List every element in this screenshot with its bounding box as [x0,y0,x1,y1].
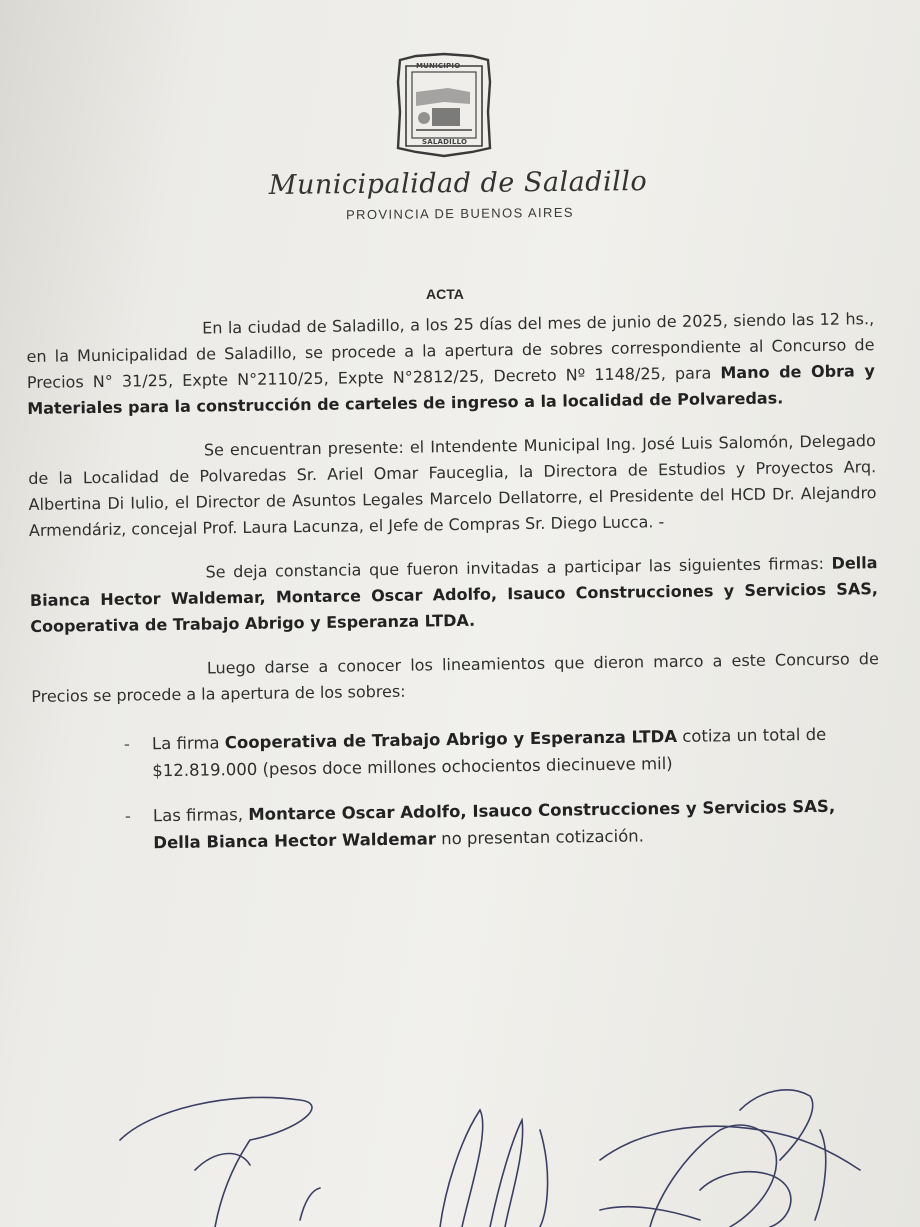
seal-top-text: MUNICIPIO [416,62,461,70]
bullet-suffix: cotiza un total de $12.819.000 (pesos doce millones ochocientos diecinueve mil) [152,724,827,781]
list-item [32,720,881,786]
contract-object: Mano de Obra y Materiales para la construcción de carteles de ingreso a la localidad de Polvaredas. [27,361,875,418]
list-item [33,792,882,858]
document-body [26,306,882,876]
paragraph-opening-text: En la ciudad de Saladillo, a los 25 días del mes de junio de 2025, siendo las 12 hs., en la Municipalidad de Saladillo, se procede a la apertura de sobres correspondiente al Concurso de Precios N° 31/25, Expte N°2110/25, Expte N°2812/25, Decreto Nº 1148/25, para [26,309,875,392]
bullet-suffix: no presentan cotización. [435,826,645,849]
bullet-prefix: La firma [151,733,225,754]
paragraph-invited-text: Se deja constancia que fueron invitadas a participar las siguientes firmas: [205,553,832,582]
invited-firms: Della Bianca Hector Waldemar, Montarce Oscar Adolfo, Isauco Construcciones y Servicios SAS, Cooperativa de Trabajo Abrigo y Esperanza LTDA. [29,553,878,636]
bullet-dash: - [124,806,132,826]
paragraph-opening [26,306,875,422]
municipality-name: Municipalidad de Saladillo [268,166,648,201]
document-title: ACTA [426,286,464,302]
bullet-firm: Montarce Oscar Adolfo, Isauco Construcciones y Servicios SAS, Della Bianca Hector Waldemar [153,796,836,853]
province-name: PROVINCIA DE BUENOS AIRES [345,204,575,223]
handwritten-signatures-icon [0,1070,920,1227]
paragraph-attendees-text: Se encuentran presente: el Intendente Municipal Ing. José Luis Salomón, Delegado de la Localidad de Polvaredas Sr. Ariel Omar Fauceglia, la Directora de Estudios y Proyectos Arq. Albertina Di Iulio, el Director de Asuntos Legales Marcelo Dellatorre, el Presidente del HCD Dr. Alejandro Armendáriz, concejal Prof. Laura Lacunza, el Jefe de Compras Sr. Diego Lucca. - [28,431,877,540]
signatures-area [0,1070,920,1227]
results-list [32,720,882,858]
seal-bottom-text: SALADILLO [422,138,468,146]
bullet-firm: Cooperativa de Trabajo Abrigo y Esperanza LTDA [224,726,678,753]
paragraph-attendees [28,428,877,544]
bullet-prefix: Las firmas, [152,804,249,826]
paragraph-envelopes-text: Luego darse a conocer los lineamientos que dieron marco a este Concurso de Precios se procede a la apertura de los sobres: [31,649,879,706]
municipal-seal-logo [386,52,502,160]
paragraph-opening-envelopes [31,646,880,710]
bullet-dash: - [123,734,131,754]
paragraph-invited [29,550,878,640]
